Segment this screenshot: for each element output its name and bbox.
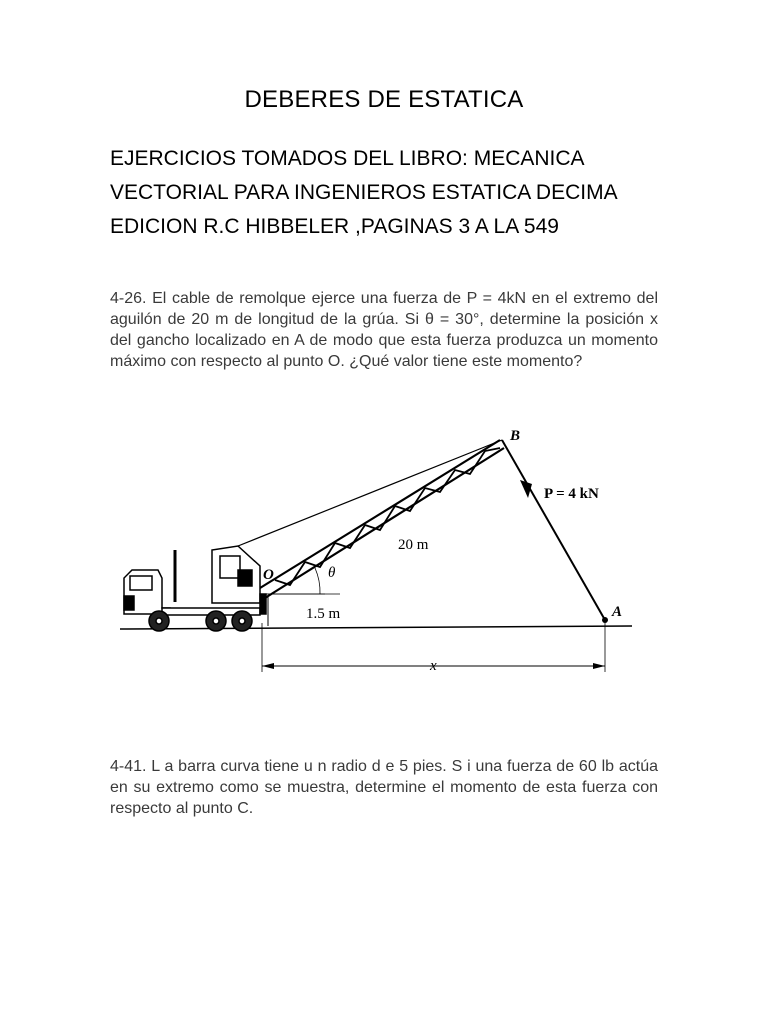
crane-figure [110,418,650,683]
label-a: A [612,604,623,620]
label-x: x [430,658,437,674]
subtitle-line: VECTORIAL PARA INGENIEROS ESTATICA DECIMA [110,181,618,204]
point-a [602,617,608,623]
crane-cab-window [220,556,240,578]
subtitle-line: EJERCICIOS TOMADOS DEL LIBRO: MECANICA [110,147,585,170]
truck-graphic [124,546,266,615]
problem-4-26-text: 4-26. El cable de remolque ejerce una fuerza de P = 4kN en el extremo del aguilón de 20 m de longitud de la grúa. Si θ = 30°, determine la posición x del gancho localizado en A de modo que esta fuerza produzca un momento máximo con respecto al punto O. ¿Qué valor tiene este momento? [110,290,658,370]
label-b: B [510,428,521,444]
truck-grille [124,596,134,610]
crane-cab-panel [238,570,252,586]
label-o: O [263,567,274,583]
label-length: 20 m [398,537,429,553]
problem-4-41-text: 4-41. L a barra curva tiene u n radio d e 5 pies. S i una fuerza de 60 lb actúa en su extremo como se muestra, determine el momento de esta fuerza con respecto al punto C. [110,758,658,817]
crane-cable [238,440,502,546]
force-arrow [520,480,532,498]
label-force: P = 4 kN [544,486,599,502]
subtitle-line: EDICION R.C HIBBELER ,PAGINAS 3 A LA 549 [110,215,559,238]
boom-chord-upper [260,440,500,588]
ground-line [120,626,632,629]
label-height: 1.5 m [306,606,341,622]
crane-boom [260,440,504,598]
theta-arc [315,568,320,594]
label-theta: θ [328,565,336,581]
document-subtitle [110,142,730,244]
x-dimension-arrow-left [262,663,274,669]
truck-window [130,576,152,590]
document-title: DEBERES DE ESTATICA [244,86,524,113]
boom-lattice [275,448,500,585]
x-dimension-arrow-right [593,663,605,669]
tow-cable [502,440,605,620]
